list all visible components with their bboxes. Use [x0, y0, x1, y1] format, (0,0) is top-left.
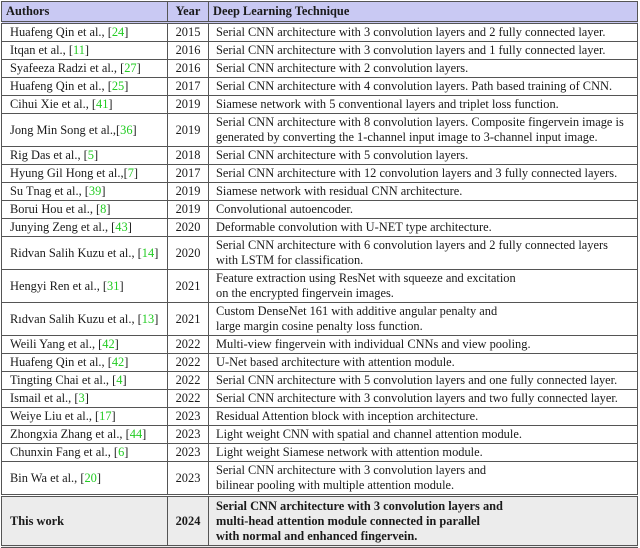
citation-bracket: ]	[124, 79, 129, 93]
technique-cell	[209, 462, 638, 496]
citation-bracket: ]	[136, 61, 141, 75]
citation-link[interactable]: 14	[141, 245, 155, 260]
citation-link[interactable]: 41	[96, 97, 109, 111]
author-name: Ridvan Salih Kuzu et al., [	[10, 245, 142, 260]
technique-line: Serial CNN architecture with 6 convolution layers and 2 fully connected layers	[216, 238, 608, 252]
technique-cell	[209, 237, 638, 270]
year-cell: 2023	[168, 462, 209, 496]
citation-bracket: ]	[119, 278, 124, 293]
technique-cell	[209, 426, 638, 444]
technique-cell	[209, 270, 638, 303]
table-row	[2, 96, 638, 114]
technique-line: Serial CNN architecture with 3 convolution layers and 2 fully connected layer.	[216, 25, 606, 39]
technique-line: Convolutional autoencoder.	[216, 202, 353, 216]
citation-bracket: ]	[124, 355, 129, 369]
table-row	[2, 270, 638, 303]
author-cell	[2, 201, 168, 219]
author-name: Itqan et al., [	[10, 43, 73, 57]
author-cell	[2, 237, 168, 270]
header-technique: Deep Learning Technique	[209, 2, 638, 23]
citation-bracket: ]	[124, 25, 129, 39]
author-name: Borui Hou et al., [	[10, 202, 101, 216]
year-cell: 2022	[168, 354, 209, 372]
technique-line: Light weight Siamese network with attention module.	[216, 445, 483, 459]
author-name: Junying Zeng et al., [	[10, 220, 116, 234]
technique-line: on the encrypted fingervein images.	[216, 286, 394, 300]
author-name: Zhongxia Zhang et al., [	[10, 427, 130, 441]
technique-line: Feature extraction using ResNet with squeeze and excitation	[216, 271, 516, 285]
citation-bracket: ]	[96, 470, 102, 485]
table-row	[2, 183, 638, 201]
technique-line: generated by converting the 1-channel input image to 3-channel input image.	[216, 130, 598, 144]
table-row	[2, 354, 638, 372]
technique-line: Serial CNN architecture with 3 convolution layers and 1 fully connected layer.	[216, 43, 606, 57]
author-cell	[2, 165, 168, 183]
technique-line: with normal and enhanced fingervein.	[216, 528, 418, 543]
author-name: Tingting Chai et al., [	[10, 373, 117, 387]
citation-link[interactable]: 44	[129, 427, 143, 441]
author-name: Weili Yang et al., [	[10, 337, 103, 351]
citation-bracket: ]	[154, 311, 159, 326]
citation-link[interactable]: 7	[127, 166, 134, 180]
table-row	[2, 78, 638, 96]
year-cell: 2023	[168, 444, 209, 462]
table-row	[2, 201, 638, 219]
year-cell: 2022	[168, 390, 209, 408]
technique-cell	[209, 183, 638, 201]
year-cell: 2019	[168, 114, 209, 147]
citation-link[interactable]: 36	[120, 122, 133, 137]
table-row	[2, 114, 638, 147]
technique-line: bilinear pooling with multiple attention module.	[216, 478, 455, 492]
citation-link[interactable]: 25	[111, 79, 125, 93]
citation-bracket: ]	[124, 445, 129, 459]
year-cell: 2023	[168, 426, 209, 444]
year-cell: 2021	[168, 303, 209, 336]
year-cell: 2017	[168, 165, 209, 183]
literature-comparison-table	[1, 1, 638, 548]
citation-bracket: ]	[127, 220, 132, 234]
author-cell	[2, 219, 168, 237]
author-name: Huafeng Qin et al., [	[10, 355, 112, 369]
year-cell: 2015	[168, 23, 209, 42]
author-name: Ismail et al., [	[10, 391, 79, 405]
citation-bracket: ]	[154, 245, 159, 260]
table-row	[2, 444, 638, 462]
technique-cell	[209, 303, 638, 336]
technique-cell	[209, 96, 638, 114]
citation-bracket: ]	[132, 122, 137, 137]
table-row	[2, 42, 638, 60]
table-row	[2, 219, 638, 237]
author-cell	[2, 23, 168, 42]
technique-cell	[209, 390, 638, 408]
citation-link[interactable]: 3	[78, 391, 85, 405]
technique-cell	[209, 219, 638, 237]
citation-link[interactable]: 4	[116, 373, 123, 387]
author-name: Hyung Gil Hong et al.,[	[10, 166, 128, 180]
table-row	[2, 60, 638, 78]
technique-line: Serial CNN architecture with 5 convolution layers and one fully connected layer.	[216, 373, 618, 387]
author-cell	[2, 303, 168, 336]
author-name: Chunxin Fang et al., [	[10, 445, 119, 459]
year-cell: 2021	[168, 270, 209, 303]
header-year: Year	[168, 2, 209, 23]
technique-line: Siamese network with 5 conventional layers and triplet loss function.	[216, 97, 559, 111]
citation-bracket: ]	[106, 202, 111, 216]
citation-bracket: ]	[122, 373, 127, 387]
year-cell: 2016	[168, 42, 209, 60]
technique-line: Multi-view fingervein with individual CNNs and view pooling.	[216, 337, 531, 351]
technique-cell	[209, 23, 638, 42]
technique-line: Serial CNN architecture with 3 convolution layers and	[216, 463, 487, 477]
table-row	[2, 336, 638, 354]
technique-cell	[209, 60, 638, 78]
technique-cell	[209, 42, 638, 60]
year-cell: 2017	[168, 78, 209, 96]
year-cell: 2018	[168, 147, 209, 165]
year-cell: 2020	[168, 219, 209, 237]
author-name: Cihui Xie et al., [	[10, 97, 97, 111]
technique-line: Light weight CNN with spatial and channel attention module.	[216, 427, 522, 441]
citation-bracket: ]	[84, 43, 90, 57]
technique-cell	[209, 354, 638, 372]
year-cell: 2022	[168, 336, 209, 354]
technique-line: large margin cosine penalty loss function.	[216, 319, 423, 333]
author-name: Huafeng Qin et al., [	[10, 79, 112, 93]
author-cell	[2, 390, 168, 408]
technique-line: multi-head attention module connected in parallel	[216, 513, 480, 528]
author-cell	[2, 408, 168, 426]
author-name: Rıdvan Salih Kuzu et al., [	[10, 311, 142, 326]
author-cell	[2, 426, 168, 444]
technique-line: Deformable convolution with U-NET type architecture.	[216, 220, 492, 234]
technique-line: with LSTM for classification.	[216, 253, 364, 267]
technique-line: Serial CNN architecture with 2 convolution layers.	[216, 61, 469, 75]
citation-bracket: ]	[114, 337, 119, 351]
table-row	[2, 372, 638, 390]
technique-cell	[209, 201, 638, 219]
author-name: Bin Wa et al., [	[10, 470, 85, 485]
author-cell	[2, 60, 168, 78]
author-cell	[2, 114, 168, 147]
technique-cell	[209, 408, 638, 426]
citation-link[interactable]: 39	[88, 184, 102, 198]
author-name: Su Tnag et al., [	[10, 184, 89, 198]
citation-link[interactable]: 11	[72, 43, 85, 57]
citation-link[interactable]: 42	[111, 355, 125, 369]
author-name: Weiye Liu et al., [	[10, 409, 100, 423]
this-work-row	[2, 496, 638, 547]
citation-link[interactable]: 20	[84, 470, 97, 485]
technique-line: Serial CNN architecture with 8 convolution layers. Composite fingervein image is	[216, 115, 624, 129]
technique-cell	[209, 444, 638, 462]
citation-bracket: ]	[142, 427, 147, 441]
citation-link[interactable]: 8	[100, 202, 107, 216]
citation-link[interactable]: 27	[124, 61, 137, 75]
technique-cell	[209, 372, 638, 390]
citation-link[interactable]: 42	[102, 337, 115, 351]
header-row	[2, 2, 638, 23]
table-row	[2, 237, 638, 270]
citation-link[interactable]: 43	[115, 220, 128, 234]
citation-bracket: ]	[93, 148, 99, 162]
table-row	[2, 147, 638, 165]
citation-link[interactable]: 5	[87, 148, 94, 162]
year-cell: 2020	[168, 237, 209, 270]
header-authors: Authors	[2, 2, 168, 23]
technique-cell	[209, 165, 638, 183]
author-cell	[2, 354, 168, 372]
year-cell: 2022	[168, 372, 209, 390]
author-cell	[2, 42, 168, 60]
citation-link[interactable]: 13	[141, 311, 155, 326]
author-cell: This work	[2, 496, 168, 547]
citation-bracket: ]	[84, 391, 89, 405]
technique-cell	[209, 78, 638, 96]
author-cell	[2, 444, 168, 462]
technique-line: U-Net based architecture with attention module.	[216, 355, 455, 369]
author-cell	[2, 336, 168, 354]
citation-bracket: ]	[133, 166, 139, 180]
technique-cell	[209, 114, 638, 147]
author-cell	[2, 183, 168, 201]
table-row	[2, 426, 638, 444]
author-name: Huafeng Qin et al., [	[10, 25, 112, 39]
author-name: Jong Min Song et al.,[	[10, 122, 121, 137]
table-row	[2, 303, 638, 336]
technique-line: Serial CNN architecture with 3 convolution layers and two fully connected layer.	[216, 391, 618, 405]
author-name: Syafeeza Radzi et al., [	[10, 61, 125, 75]
table-row	[2, 462, 638, 496]
citation-link[interactable]: 17	[99, 409, 112, 423]
table-row	[2, 165, 638, 183]
author-cell	[2, 78, 168, 96]
author-name: Hengyi Ren et al., [	[10, 278, 108, 293]
year-cell: 2023	[168, 408, 209, 426]
author-cell	[2, 372, 168, 390]
table-row	[2, 23, 638, 42]
technique-line: Serial CNN architecture with 12 convolution layers and 3 fully connected layers.	[216, 166, 618, 180]
technique-line: Serial CNN architecture with 5 convolution layers.	[216, 148, 469, 162]
author-name: Rig Das et al., [	[10, 148, 88, 162]
author-cell	[2, 270, 168, 303]
year-cell: 2019	[168, 201, 209, 219]
technique-line: Residual Attention block with inception architecture.	[216, 409, 479, 423]
year-cell: 2016	[168, 60, 209, 78]
technique-cell	[209, 336, 638, 354]
citation-bracket: ]	[108, 97, 113, 111]
technique-line: Serial CNN architecture with 4 convolution layers. Path based training of CNN.	[216, 79, 613, 93]
citation-link[interactable]: 31	[107, 278, 120, 293]
author-cell	[2, 96, 168, 114]
citation-link[interactable]: 6	[118, 445, 125, 459]
technique-cell	[209, 147, 638, 165]
citation-bracket: ]	[101, 184, 106, 198]
year-cell: 2019	[168, 183, 209, 201]
technique-line: Serial CNN architecture with 3 convolution layers and	[216, 498, 503, 513]
author-cell	[2, 462, 168, 496]
citation-bracket: ]	[111, 409, 116, 423]
table-row	[2, 390, 638, 408]
year-cell: 2019	[168, 96, 209, 114]
year-cell: 2024	[168, 496, 209, 547]
technique-line: Siamese network with residual CNN architecture.	[216, 184, 463, 198]
technique-line: Custom DenseNet 161 with additive angular penalty and	[216, 304, 498, 318]
technique-cell	[209, 496, 638, 547]
author-cell	[2, 147, 168, 165]
table-row	[2, 408, 638, 426]
citation-link[interactable]: 24	[111, 25, 125, 39]
